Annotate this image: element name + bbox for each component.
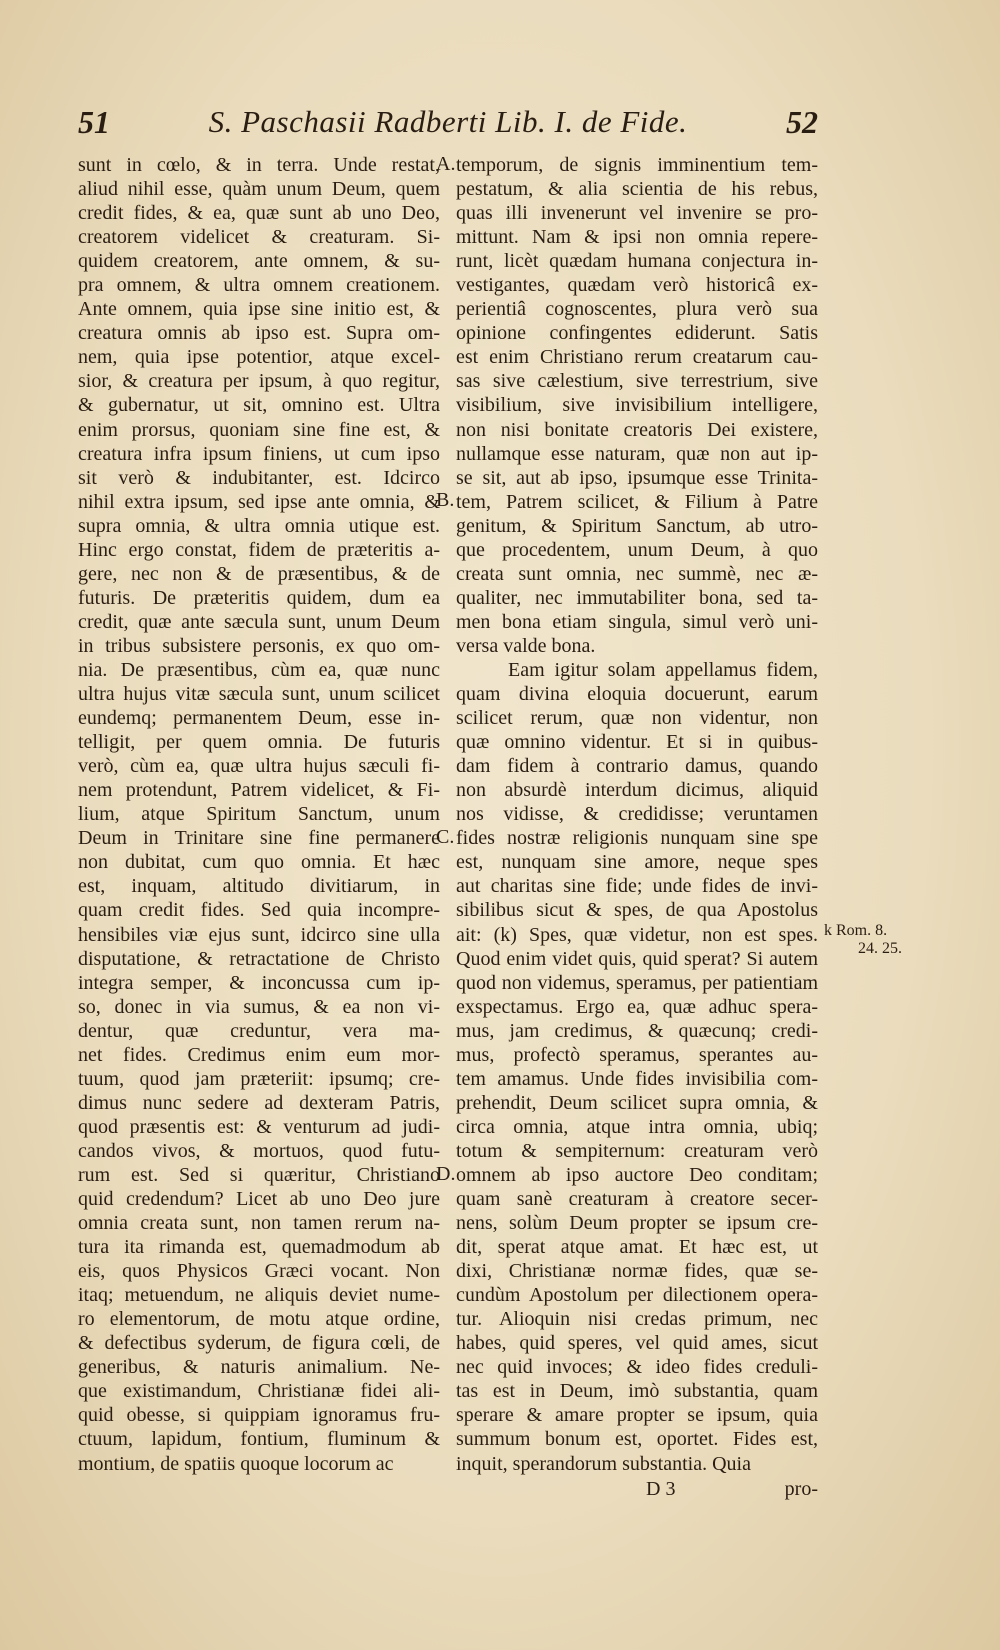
margin-letter-c: C.: [436, 826, 455, 848]
text-line: eundemq; permanentem Deum, esse in-: [78, 707, 440, 730]
text-line: est, inquam, altitudo divitiarum, in: [78, 875, 440, 898]
text-line: tem amamus. Unde fides invisibilia com-: [456, 1067, 818, 1090]
text-line: nec quid invoces; & ideo fides creduli-: [456, 1356, 818, 1379]
text-line: so, donec in via sumus, & ea non vi-: [78, 995, 440, 1018]
text-line: lium, atque Spiritum Sanctum, unum: [78, 803, 440, 826]
text-line: tuum, quod jam præteriit: ipsumq; cre-: [78, 1067, 440, 1090]
text-line: nem, quia ipse potentior, atque excel-: [78, 346, 440, 369]
text-line: Hinc ergo constat, fidem de præteritis a-: [78, 538, 440, 561]
margin-note-marker: k: [824, 922, 832, 939]
text-line: omnem ab ipso auctore Deo conditam;: [456, 1163, 818, 1186]
text-line: est, nunquam sine amore, neque spes: [456, 851, 818, 874]
text-line: ait: (k) Spes, quæ videtur, non est spes.: [456, 923, 818, 946]
text-line: totum & sempiternum: creaturam verò: [456, 1139, 818, 1162]
text-line: candos vivos, & mortuos, quod futu-: [78, 1139, 440, 1162]
margin-note: [824, 922, 902, 958]
text-line: mus, jam credimus, & quæcunq; credi-: [456, 1019, 818, 1042]
page-title: S. Paschasii Radberti Lib. I. de Fide.: [208, 104, 688, 139]
text-line: & gubernatur, ut sit, omnino est. Ultra: [78, 394, 440, 417]
text-line: dentur, quæ creduntur, vera ma-: [78, 1019, 440, 1042]
text-line: nos vidisse, & credidisse; veruntamen: [456, 803, 818, 826]
text-line: nem protendunt, Patrem videlicet, & Fi-: [78, 779, 440, 802]
text-line: eis, quos Physicos Græci vocant. Non: [78, 1260, 440, 1283]
text-line: aliud nihil esse, quàm unum Deum, quem: [78, 178, 440, 201]
folio-right: 52: [786, 104, 818, 140]
text-line: aut charitas sine fide; unde fides de invi-: [456, 875, 818, 898]
text-line: que procedentem, unum Deum, à quo: [456, 538, 818, 561]
text-line: se sit, aut ab ipso, ipsumque esse Trinita-: [456, 466, 818, 489]
text-line: supra omnia, & ultra omnia utique est.: [78, 514, 440, 537]
text-line: pestatum, & alia scientia de his rebus,: [456, 178, 818, 201]
text-line: sperare & amare propter se ipsum, quia: [456, 1404, 818, 1427]
text-line: itaq; metuendum, ne aliquis deviet nume-: [78, 1284, 440, 1307]
text-line: sior, & creatura per ipsum, à quo regitur,: [78, 370, 440, 393]
text-line: non nisi bonitate creatoris Dei existere,: [456, 418, 818, 441]
text-line: summum bonum est, oportet. Fides est,: [456, 1428, 818, 1451]
text-line: hensibiles viæ ejus sunt, idcirco sine ulla: [78, 923, 440, 946]
text-line: non dubitat, cum quo omnia. Et hæc: [78, 851, 440, 874]
text-line: non absurdè interdum dicimus, aliquid: [456, 779, 818, 802]
text-line: genitum, & Spiritum Sanctum, ab utro-: [456, 514, 818, 537]
text-line: net fides. Credimus enim eum mor-: [78, 1043, 440, 1066]
text-line: temporum, de signis imminentium tem-: [456, 154, 818, 176]
text-line: ro elementorum, de motu atque ordine,: [78, 1308, 440, 1331]
text-line: rum est. Sed si quæritur, Christiano: [78, 1163, 440, 1186]
text-line: Eam igitur solam appellamus fidem,: [508, 658, 818, 681]
text-line: enim prorsus, quoniam sine fine est, &: [78, 418, 440, 441]
text-line: creatura infra ipsum finiens, ut cum ipso: [78, 442, 440, 465]
text-line: inquit, sperandorum substantia. Quia: [456, 1452, 751, 1475]
text-line: dam fidem à contrario damus, quando: [456, 755, 818, 778]
left-column: [78, 153, 440, 1476]
text-line: omnia creata sunt, non tamen rerum na-: [78, 1212, 440, 1235]
text-line: nihil extra ipsum, sed ipse ante omnia, &: [78, 490, 440, 513]
text-line: creata sunt omnia, nec summè, nec æ-: [456, 562, 818, 585]
text-line: circa omnia, atque intra omnia, ubiq;: [456, 1115, 818, 1138]
text-line: & defectibus syderum, de figura cœli, de: [78, 1332, 440, 1355]
text-line: prehendit, Deum scilicet supra omnia, &: [456, 1091, 818, 1114]
text-line: generibus, & naturis animalium. Ne-: [78, 1356, 440, 1379]
text-line: mus, profectò speramus, sperantes au-: [456, 1043, 818, 1066]
text-line: dit, sperat atque amat. Et hæc est, ut: [456, 1236, 818, 1259]
text-line: creatura omnis ab ipso est. Supra om-: [78, 322, 440, 345]
text-line: tas est in Deum, imò substantia, quam: [456, 1380, 818, 1403]
text-line: tur. Alioquin nisi credas primum, nec: [456, 1308, 818, 1331]
text-line: quam divina eloquia docuerunt, earum: [456, 683, 818, 706]
text-line: sibilibus sicut & spes, de qua Apostolus: [456, 899, 818, 922]
catchword: pro-: [784, 1478, 818, 1500]
text-line: nens, solùm Deum propter se ipsum cre-: [456, 1212, 818, 1235]
text-line: est enim Christiano rerum creatarum cau-: [456, 346, 818, 369]
text-line: cundùm Apostolum per dilectionem opera-: [456, 1284, 818, 1307]
text-line: gere, nec non & de præsentibus, & de: [78, 562, 440, 585]
text-line: quod præsentis est: & venturum ad judi-: [78, 1115, 440, 1138]
text-line: quas illi invenerunt vel invenire se pro-: [456, 202, 818, 225]
text-line: visibilium, sive invisibilium intelligere,: [456, 394, 818, 417]
right-column: [456, 153, 818, 1476]
text-line: quæ omnino videntur. Et si in quibus-: [456, 731, 818, 754]
text-line: integra semper, & inconcussa cum ip-: [78, 971, 440, 994]
text-line: sas sive cælestium, sive terrestrium, sive: [456, 370, 818, 393]
text-line: que existimandum, Christianæ fidei ali-: [78, 1380, 440, 1403]
text-line: quam sanè creaturam à creatore secer-: [456, 1188, 818, 1211]
text-line: nia. De præsentibus, cùm ea, quæ nunc: [78, 658, 440, 681]
text-line: dimus nunc sedere ad dexteram Patris,: [78, 1091, 440, 1114]
text-line: mittunt. Nam & ipsi non omnia repere-: [456, 226, 818, 249]
text-line: pra omnem, & ultra omnem creationem.: [78, 274, 440, 297]
text-line: opinione confingentes ediderunt. Satis: [456, 322, 818, 345]
text-line: sunt in cœlo, & in terra. Unde restat,: [78, 154, 440, 176]
text-line: sit verò & indubitanter, est. Idcirco: [78, 466, 440, 489]
text-line: habes, quid speres, vel quid ames, sicut: [456, 1332, 818, 1355]
text-line: quod non videmus, speramus, per patientiam: [456, 971, 818, 994]
text-line: verò, cùm ea, quæ ultra hujus sæculi fi-: [78, 755, 440, 778]
text-line: Quod enim videt quis, quid sperat? Si autem: [456, 947, 818, 970]
text-line: ctuum, lapidum, fontium, fluminum &: [78, 1428, 440, 1451]
text-line: disputatione, & retractatione de Christo: [78, 947, 440, 970]
text-line: montium, de spatiis quoque locorum ac: [78, 1452, 394, 1475]
text-line: creatorem videlicet & creaturam. Si-: [78, 226, 440, 249]
signature-mark: D 3: [646, 1478, 676, 1500]
margin-letter-d: D.: [436, 1163, 456, 1185]
running-head: [78, 104, 818, 148]
text-line: telligit, per quem omnia. De futuris: [78, 731, 440, 754]
text-line: credit fides, & ea, quæ sunt ab uno Deo,: [78, 202, 440, 225]
page-footer: [456, 1478, 818, 1504]
margin-letter-b: B.: [436, 489, 455, 511]
margin-letter-a: A.: [436, 153, 456, 175]
text-line: fides nostræ religionis nunquam sine spe: [456, 827, 818, 850]
text-line: qualiter, nec immutabiliter bona, sed ta-: [456, 586, 818, 609]
text-line: men bona etiam singula, simul verò uni-: [456, 610, 818, 633]
text-line: quam credit fides. Sed quia incompre-: [78, 899, 440, 922]
text-line: exspectamus. Ergo ea, quæ adhuc spera-: [456, 995, 818, 1018]
text-line: versa valde bona.: [456, 634, 596, 657]
margin-note-text: Rom. 8.: [836, 922, 888, 939]
text-line: credit, quæ ante sæcula sunt, unum Deum: [78, 610, 440, 633]
text-line: Deum in Trinitare sine fine permanere: [78, 827, 440, 850]
text-line: Ante omnem, quia ipse sine initio est, &: [78, 298, 440, 321]
text-line: quidem creatorem, ante omnem, & su-: [78, 250, 440, 273]
folio-left: 51: [78, 104, 110, 140]
text-line: dixi, Christianæ normæ fides, quæ se-: [456, 1260, 818, 1283]
text-line: quid credendum? Licet ab uno Deo jure: [78, 1188, 440, 1211]
text-line: tura ita rimanda est, quemadmodum ab: [78, 1236, 440, 1259]
margin-note-verses: 24. 25.: [858, 940, 902, 957]
text-line: in tribus subsistere personis, ex quo om-: [78, 634, 440, 657]
text-line: futuris. De præteritis quidem, dum ea: [78, 586, 440, 609]
text-line: ultra hujus vitæ sæcula sunt, unum scilicet: [78, 683, 440, 706]
text-line: nullamque esse naturam, quæ non aut ip-: [456, 442, 818, 465]
text-line: scilicet rerum, quæ non videntur, non: [456, 707, 818, 730]
text-line: perientiâ cognoscentes, plura verò sua: [456, 298, 818, 321]
text-line: runt, licèt quædam humana conjectura in-: [456, 250, 818, 273]
text-line: quid obesse, si quippiam ignoramus fru-: [78, 1404, 440, 1427]
text-line: vestigantes, quædam verò historicâ ex-: [456, 274, 818, 297]
text-line: tem, Patrem scilicet, & Filium à Patre: [456, 490, 818, 513]
